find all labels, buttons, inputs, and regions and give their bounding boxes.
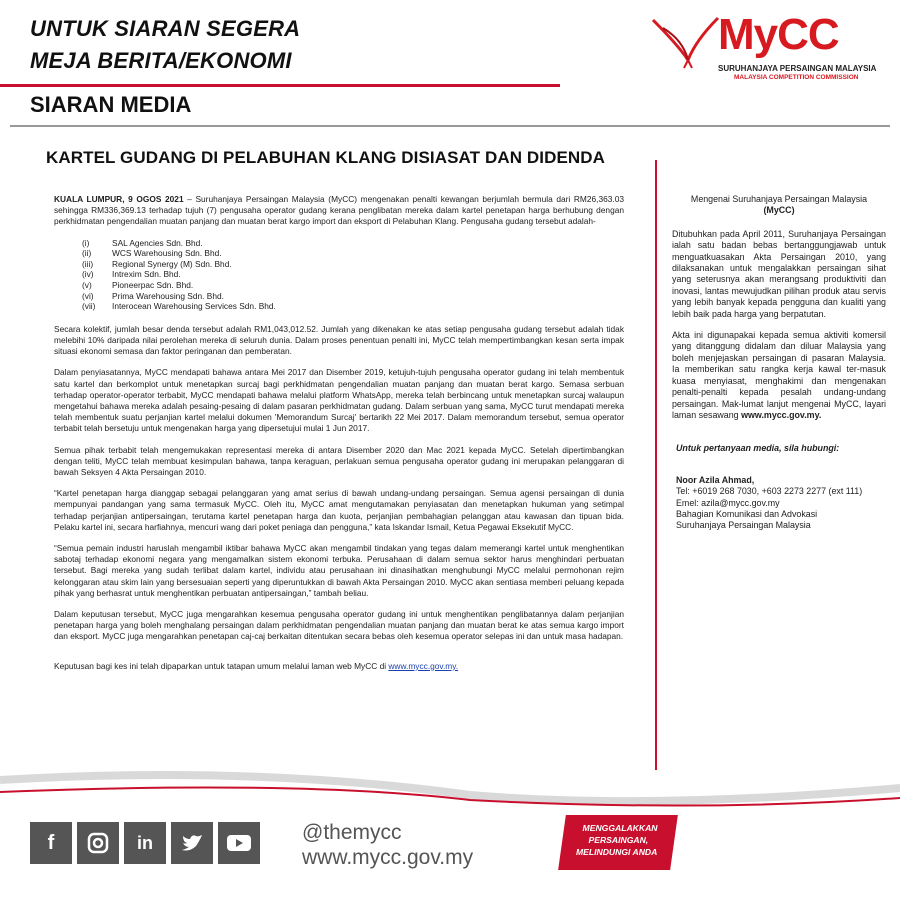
- company-number: (vii): [82, 301, 96, 312]
- company-item: [82, 280, 624, 291]
- header-red-rule: [0, 84, 560, 87]
- section-title: SIARAN MEDIA: [30, 92, 192, 117]
- paragraph-2: Secara kolektif, jumlah besar denda tersebut adalah RM1,043,012.52. Jumlah yang dikenakan ke atas setiap pengusaha gudang tersebut adalah tidak melebihi 10% daripada nilai perolehan mereka di seluruh dunia. Dalam proses penentuan penalti ini, MyCC telah mempertimbangkan kesan serta impak situasi ekonomi semasa dan faktor peringanan dan pemberatan.: [54, 323, 624, 357]
- paragraph-5: “Kartel penetapan harga dianggap sebagai pelanggaran yang amat serius di bawah undang-undang persaingan. Semua agensi persaingan di dunia mempunyai pandangan yang sama termasuk MyCC. Oleh itu, MyCC amat mengutamakan penyiasatan dan menetapkan hukuman yang setimpal terhadap perjanjian antipersaingan, terutama kartel penetapan harga dan kuota, perjanjian pembahagian pelanggan atau kawasan dan tipuan bida. Pelaku kartel ini, secara harfiahnya, mencuri wang dari poket peniaga dan pengguna,” kata Iskandar Ismail, Ketua Pegawai Eksekutif MyCC.: [54, 488, 624, 532]
- slogan-line-1: MENGGALAKKAN: [582, 823, 658, 833]
- company-item: [82, 259, 624, 270]
- press-release-body: [54, 194, 624, 682]
- bottom-ribbon-decoration: [0, 770, 900, 810]
- mycc-link[interactable]: www.mycc.gov.my.: [388, 660, 459, 671]
- social-icons: [30, 822, 260, 864]
- about-link[interactable]: www.mycc.gov.my.: [741, 409, 822, 420]
- header-divider: [10, 125, 890, 127]
- about-paragraph-2: Akta ini digunapakai kepada semua aktiviti komersil yang ditanggung didalam dan diluar Malaysia yang boleh menjejaskan persaingan di pasaran Malaysia. Ia memberikan satu rangka kerja kawal ter-masuk kuasa menyiasat, menghakimi dan mengenakan penalti-penalti kepada pesalah undang-undang persaingan. Mak-lumat lanjut mengenai MyCC, layari laman sesawang www.mycc.gov.my.: [672, 330, 886, 420]
- logo-wordmark: MyCC: [718, 10, 839, 59]
- paragraph-3: Dalam penyiasatannya, MyCC mendapati bahawa antara Mei 2017 dan Disember 2019, ketujuh-tujuh pengusaha operator gudang ini telah membentuk satu kartel dan berkomplot untuk menetapkan surcaj bagi perkhidmatan pengendalian muatan panjang dan muatan berat kargo. Semasa serbuan terhadap operator-operator terbabit, MyCC mendapati bahawa melalui platform WhatsApp, mereka telah berbincang untuk menetapkan surcaj walaupun mengetahui bahawa mereka adalah pesaing-pesaing di dalam pasaran perkhidmatan gudang. Dalam serbuan yang sama, MyCC turut mendapati mereka telah membentuk suatu perjanjian kartel melalui dokumen 'Memorandum Surcaj' bertarikh 22 Mei 2017. Dalam memorandum tersebut, semua operator terbabit telah bersetuju untuk mengenakan harga yang dipersetujui mulai 1 Jun 2017.: [54, 367, 624, 434]
- footer-website[interactable]: www.mycc.gov.my: [302, 846, 474, 869]
- paragraph-1: KUALA LUMPUR, 9 OGOS 2021 – Suruhanjaya Persaingan Malaysia (MyCC) mengenakan penalti kewangan berjumlah bermula dari RM26,363.03 sehingga RM336,369.13 terhadap tujuh (7) pengusaha operator gudang kerana penglibatan mereka dalam kartel penetapan harga berhubung dengan perkhidmatan pengendalian muatan panjang dan muatan berat kargo import dan eksport di Pelabuhan Klang. Pengusaha gudang tersebut adalah-: [54, 194, 624, 227]
- company-name: Interocean Warehousing Services Sdn. Bhd.: [112, 301, 276, 312]
- contact-department: Bahagian Komunikasi dan Advokasi: [676, 508, 818, 519]
- about-paragraph-1: Ditubuhkan pada April 2011, Suruhanjaya Persaingan ialah satu badan bebas bertanggungjawab untuk menguatkuasakan Akta Persaingan 2010, yang dilaksanakan untuk mengalakkan persaingan sihat yang seterusnya akan merangsang produktiviti dan inovasi, lantas mewujudkan pilihan produk atau servis yang lebih banyak kepada pengguna dan kualiti yang lebih baik pada harga yang berpatutan.: [672, 228, 886, 319]
- company-number: (vi): [82, 290, 94, 301]
- facebook-icon[interactable]: f: [30, 822, 72, 864]
- logo-subtitle-en: MALAYSIA COMPETITION COMMISSION: [734, 74, 859, 81]
- contact-name: Noor Azila Ahmad,: [676, 474, 755, 485]
- dateline: KUALA LUMPUR, 9 OGOS 2021: [54, 194, 184, 204]
- contact-block: [676, 475, 886, 532]
- company-number: (v): [82, 279, 92, 290]
- company-list: [82, 238, 624, 312]
- paragraph-7: Dalam keputusan tersebut, MyCC juga mengarahkan kesemua pengusaha operator gudang ini untuk menghentikan penglibatannya dalam perjanjian penetapan harga yang boleh menghalang persaingan dalam perkhidmatan pengendalian muatan panjang dan muatan berat ke atas semua kargo import dan eksport. MyCC juga mengarahkan penetapan caj-caj berkaitan ditentukan secara bebas oleh kesemua operator selepas ini dan untuk masa hadapan.: [54, 609, 624, 642]
- about-title-abbr: (MyCC): [763, 205, 795, 216]
- company-name: Intrexim Sdn. Bhd.: [112, 269, 181, 280]
- company-number: (i): [82, 237, 90, 248]
- company-name: Regional Synergy (M) Sdn. Bhd.: [112, 258, 232, 269]
- company-name: SAL Agencies Sdn. Bhd.: [112, 237, 203, 248]
- contact-email[interactable]: Emel: azila@mycc.gov.my: [676, 497, 780, 508]
- company-item: [82, 269, 624, 280]
- company-name: WCS Warehousing Sdn. Bhd.: [112, 248, 222, 259]
- company-number: (ii): [82, 248, 92, 259]
- company-name: Pioneerpac Sdn. Bhd.: [112, 279, 194, 290]
- headline: KARTEL GUDANG DI PELABUHAN KLANG DISIASAT DAN DIDENDA: [46, 148, 606, 167]
- paragraph-6: “Semua pemain industri haruslah mengambil iktibar bahawa MyCC akan mengambil tindakan yang tegas dalam memerangi kartel untuk menghentikan sabotaj terhadap ekonomi negara yang mengamalkan sistem ekonomi terbuka. Perusahaan di dalam semua sektor harus menghindari perbuatan tersebut. Bagi mereka yang sudah terlibat dalam kartel, individu atau perusahaan ini dinasihatkan menghubungi MyCC melalui permohonan rejim kelonggaran atau skim lain yang bersesuaian seperti yang diperuntukkan di bawah Akta Persaingan 2010. MyCC akan sentiasa memberi peluang kepada pihak yang berhasrat untuk menghentikan perbuatan antipersaingan,” tambah beliau.: [54, 543, 624, 598]
- about-title: Mengenai Suruhanjaya Persaingan Malaysia: [690, 194, 868, 204]
- linkedin-icon[interactable]: in: [124, 822, 166, 864]
- company-item: [82, 248, 624, 259]
- media-enquiry-label: Untuk pertanyaan media, sila hubungi:: [676, 443, 840, 454]
- contact-tel: Tel: +6019 268 7030, +603 2273 2277 (ext 111): [676, 486, 863, 497]
- logo-subtitle: SURUHANJAYA PERSAINGAN MALAYSIA: [718, 64, 877, 73]
- company-item: [82, 301, 624, 312]
- paragraph-8: Keputusan bagi kes ini telah dipaparkan untuk tatapan umum melalui laman web MyCC di www.mycc.gov.my.: [54, 660, 459, 671]
- slogan-line-3: MELINDUNGI ANDA: [575, 847, 658, 857]
- company-name: Prima Warehousing Sdn. Bhd.: [112, 290, 224, 301]
- mycc-logo: [648, 10, 878, 90]
- desk-label: MEJA BERITA/EKONOMI: [30, 48, 292, 73]
- paragraph-4: Semua pihak terbabit telah mengemukakan representasi mereka di antara Disember 2020 dan Mac 2021 kepada MyCC. Setelah dipertimbangkan dengan teliti, MyCC telah membuat kesimpulan bahawa, tanpa keraguan, perlakuan semua pengusaha operator gudang ini merupakan pelanggaran di bawah Seksyen 4 Akta Persaingan 2010.: [54, 444, 624, 477]
- slogan-line-2: PERSAINGAN,: [588, 835, 649, 845]
- twitter-icon[interactable]: [171, 822, 213, 864]
- company-item: [82, 291, 624, 302]
- about-sidebar: [672, 194, 886, 532]
- company-item: [82, 238, 624, 249]
- company-number: (iv): [82, 269, 94, 280]
- contact-organisation: Suruhanjaya Persaingan Malaysia: [676, 520, 811, 531]
- company-number: (iii): [82, 258, 94, 269]
- instagram-icon[interactable]: [77, 822, 119, 864]
- youtube-icon[interactable]: [218, 822, 260, 864]
- sidebar-divider: [655, 160, 657, 770]
- release-label: UNTUK SIARAN SEGERA: [30, 16, 301, 41]
- logo-ribbon-icon: [648, 10, 728, 70]
- social-handle: @themycc: [302, 821, 402, 844]
- slogan-badge: [558, 815, 678, 870]
